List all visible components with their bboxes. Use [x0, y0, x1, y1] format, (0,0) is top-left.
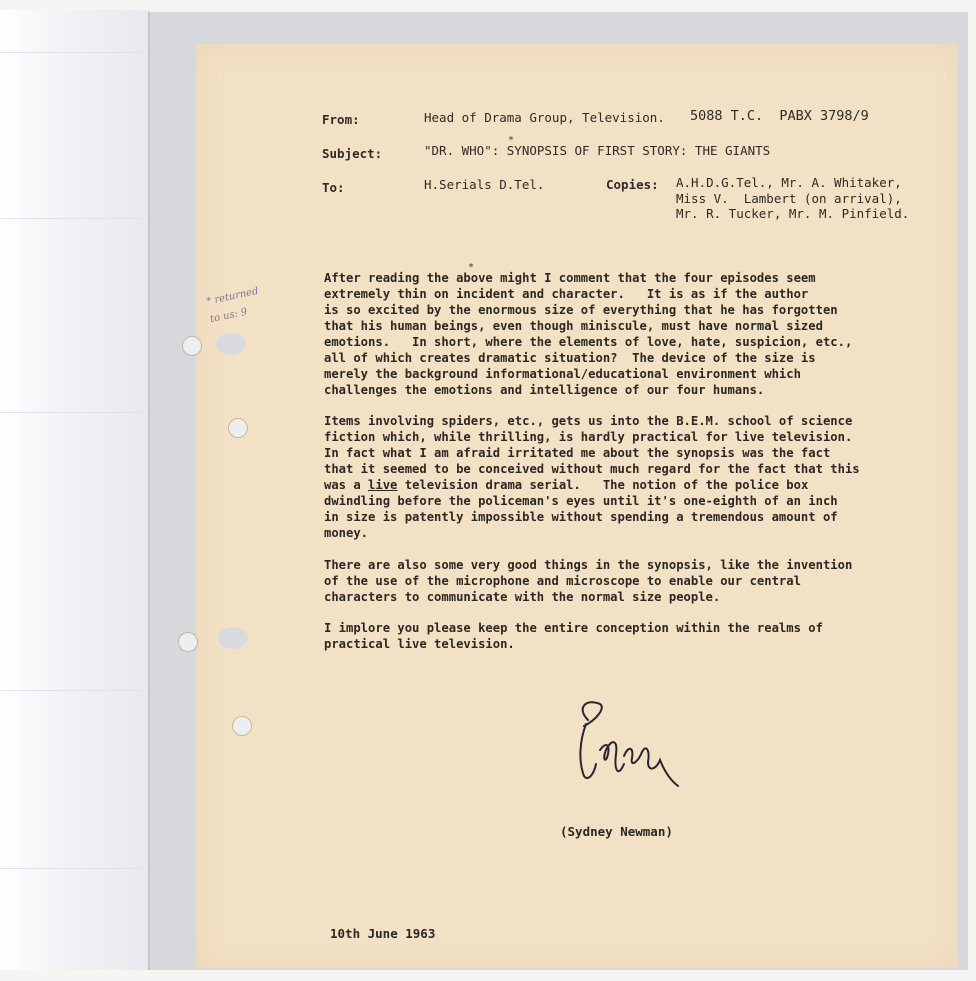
annotation-line: to us: 9: [209, 306, 249, 326]
body-line: of the use of the microphone and microscope to enable our central: [324, 574, 801, 588]
body-line: In fact what I am afraid irritated me about the synopsis was the fact: [324, 446, 831, 460]
body-line: dwindling before the policeman's eyes until it's one-eighth of an inch: [324, 494, 838, 508]
sleeve-line: [0, 690, 145, 691]
typed-signature-name: (Sydney Newman): [560, 824, 673, 839]
plastic-sleeve-left: [0, 10, 150, 970]
copies-line: Miss V. Lambert (on arrival),: [676, 191, 902, 206]
body-line: practical live television.: [324, 637, 515, 651]
body-line: is so excited by the enormous size of everything that he has forgotten: [324, 303, 838, 317]
sleeve-line: [0, 868, 145, 869]
body-line: in size is patently impossible without spending a tremendous amount of: [324, 510, 838, 524]
punch-hole: [182, 336, 202, 356]
body-line: money.: [324, 526, 369, 540]
body-line: emotions. In short, where the elements of love, hate, suspicion, etc.,: [324, 335, 853, 349]
body-line: that his human beings, even though miniscule, must have normal sized: [324, 319, 823, 333]
body-line: challenges the emotions and intelligence of our four humans.: [324, 383, 765, 397]
from-reference: 5088 T.C. PABX 3798/9: [690, 108, 869, 124]
punch-hole-shadow: [216, 333, 246, 355]
punch-hole: [178, 632, 198, 652]
subject-value: "DR. WHO": SYNOPSIS OF FIRST STORY: THE GIANTS: [424, 143, 771, 158]
sleeve-line: [0, 218, 145, 219]
copies-line: Mr. R. Tucker, Mr. M. Pinfield.: [676, 206, 910, 221]
punch-hole-shadow: [218, 627, 248, 649]
paragraph-4: [324, 620, 924, 652]
punch-hole: [228, 418, 248, 438]
from-label: From:: [322, 112, 360, 127]
body-line: There are also some very good things in the synopsis, like the invention: [324, 558, 853, 572]
body-line: I implore you please keep the entire conception within the realms of: [324, 621, 823, 635]
paragraph-2: [324, 413, 924, 541]
paragraph-3: [324, 557, 924, 605]
body-line: Items involving spiders, etc., gets us into the B.E.M. school of science: [324, 414, 853, 428]
body-line: merely the background informational/educational environment which: [324, 367, 801, 381]
to-label: To:: [322, 180, 345, 195]
copies-label: Copies:: [606, 177, 659, 192]
annotation-line: * returned: [205, 285, 260, 308]
body-line: characters to communicate with the normal size people.: [324, 590, 721, 604]
live-suffix: television drama serial. The notion of the police box: [397, 478, 809, 492]
body-line: After reading the above might I comment that the four episodes seem: [324, 271, 816, 285]
sleeve-line: [0, 412, 145, 413]
memo-date: 10th June 1963: [330, 926, 436, 941]
live-prefix: was a: [324, 478, 369, 492]
body-line: that it seemed to be conceived without much regard for the fact that this: [324, 462, 860, 476]
subject-label: Subject:: [322, 146, 383, 161]
handwritten-signature: [566, 690, 696, 800]
sleeve-line: [0, 52, 145, 53]
paragraph-1: [324, 270, 924, 398]
copies-line: A.H.D.G.Tel., Mr. A. Whitaker,: [676, 175, 902, 190]
body-line-live: [324, 477, 924, 493]
asterisk-mark: *: [468, 262, 475, 273]
asterisk-mark: *: [508, 135, 515, 146]
body-line: fiction which, while thrilling, is hardly practical for live television.: [324, 430, 853, 444]
to-value: H.Serials D.Tel.: [424, 177, 545, 192]
from-value: Head of Drama Group, Television.: [424, 110, 665, 125]
live-underlined-word: live: [368, 478, 398, 492]
body-line: extremely thin on incident and character. It is as if the author: [324, 287, 809, 301]
body-line: all of which creates dramatic situation? The device of the size is: [324, 351, 816, 365]
punch-hole: [232, 716, 252, 736]
